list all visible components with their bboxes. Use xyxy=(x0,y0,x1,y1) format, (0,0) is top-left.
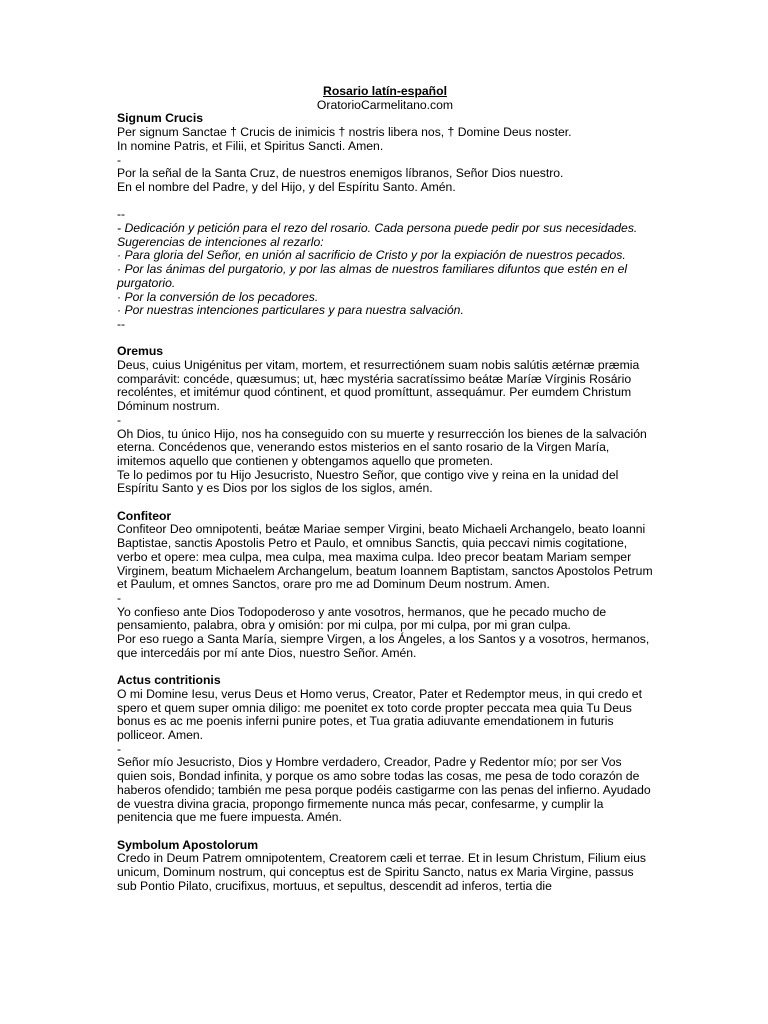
document-title: Rosario latín-español xyxy=(323,84,447,98)
dedication-item: · Por la conversión de los pecadores. xyxy=(117,289,319,304)
dedication-item: · Para gloria del Señor, en unión al sacrificio de Cristo y por la expiación de nuestros pecados. xyxy=(117,248,626,263)
signum-spanish-line-2: En el nombre del Padre, y del Hijo, y del Espíritu Santo. Amén. xyxy=(117,179,456,194)
symbolum-latin: Credo in Deum Patrem omnipotentem, Creatorem cæli et terrae. Et in Iesum Christum, Filium eius unicum, Dominum nostrum, qui conceptus est de Spiritu Sancto, natus ex Maria Virgine, passus sub Pontio Pilato, crucifixus, mortuus, et sepultus, descendit ad inferos, tertia die xyxy=(117,851,646,893)
dedication-intro: - Dedicación y petición para el rezo del rosario. Cada persona puede pedir por sus necesidades. xyxy=(117,221,638,236)
heading-oremus: Oremus xyxy=(117,344,164,359)
separator: - xyxy=(117,412,122,427)
oremus-spanish-1: Oh Dios, tu único Hijo, nos ha conseguido con su muerte y resurrección los bienes de la salvación eterna. Concédenos que, venerando estos misterios en el santo rosario de la Virgen María, imitemos aquello que contienen y obtengamos aquello que prometen. xyxy=(117,426,647,468)
heading-confiteor: Confiteor xyxy=(117,508,172,523)
actus-latin: O mi Domine Iesu, verus Deus et Homo verus, Creator, Pater et Redemptor meus, in qui credo et spero et quem super omnia diligo: me poenitet ex toto corde propter peccata mea quia Tu Deus bonus es ac me poenis inferni punire potes, et Tua gratia adiuvante emendationem in futuris polliceor. Amen. xyxy=(117,686,642,742)
heading-signum-crucis: Signum Crucis xyxy=(117,111,204,126)
separator: - xyxy=(117,590,122,605)
separator: -- xyxy=(117,207,126,222)
signum-spanish-line-1: Por la señal de la Santa Cruz, de nuestros enemigos líbranos, Señor Dios nuestro. xyxy=(117,166,564,181)
heading-symbolum-apostolorum: Symbolum Apostolorum xyxy=(117,837,259,852)
actus-spanish: Señor mío Jesucristo, Dios y Hombre verdadero, Creador, Padre y Redentor mío; por ser Vos quien sois, Bondad infinita, y porque os amo sobre todas las cosas, me pesa de todo corazón de haberos ofendido; también me pesa porque podéis castigarme con las penas del infierno. Ayudado de vuestra divina gracia, propongo firmemente nunca más pecar, confesarme, y cumplir la penitencia que me fuere impuesta. Amén. xyxy=(117,755,651,825)
separator: - xyxy=(117,741,122,756)
oremus-spanish-2: Te lo pedimos por tu Hijo Jesucristo, Nuestro Señor, que contigo vive y reina en la unidad del Espíritu Santo y es Dios por los siglos de los siglos, amén. xyxy=(117,467,619,496)
dedication-item: · Por nuestras intenciones particulares y para nuestra salvación. xyxy=(117,303,464,318)
separator: - xyxy=(117,152,122,167)
confiteor-spanish-1: Yo confieso ante Dios Todopoderoso y ante vosotros, hermanos, que he pecado mucho de pensamiento, palabra, obra y omisión: por mi culpa, por mi culpa, por mi gran culpa. xyxy=(117,604,607,633)
signum-latin-line-1: Per signum Sanctae † Crucis de inimicis † nostris libera nos, † Domine Deus noster. xyxy=(117,125,572,140)
oremus-latin: Deus, cuius Unigénitus per vitam, mortem, et resurrectiónem suam nobis salútis ætérnæ præmia comparávit: concéde, quæsumus; ut, hæc mystéria sacratíssimo beátæ Maríæ Vírginis Rosário recoléntes, et imitémur quod cóntinent, et quod promíttunt, assequámur. Per eumdem Christum Dóminum nostrum. xyxy=(117,358,640,414)
document-subtitle: OratorioCarmelitano.com xyxy=(316,97,454,112)
separator: -- xyxy=(117,316,126,331)
confiteor-latin: Confiteor Deo omnipotenti, beátæ Mariae semper Virgini, beato Michaeli Archangelo, beato Ioanni Baptistae, sanctis Apostolis Petro et Paulo, et omnibus Sanctis, quia peccavi nimis cogitatione, verbo et opere: mea culpa, mea culpa, mea maxima culpa. Ideo precor beatam Mariam semper Virginem, beatum Michaelem Archangelum, beatum Ioannem Baptistam, sanctos Apostolos Petrum et Paulum, et omnes Sanctos, orare pro me ad Dominum Deum nostrum. Amen. xyxy=(117,522,653,592)
dedication-suggestions: Sugerencias de intenciones al rezarlo: xyxy=(117,234,324,249)
document-page xyxy=(117,85,653,893)
confiteor-spanish-2: Por eso ruego a Santa María, siempre Virgen, a los Ángeles, a los Santos y a vosotros, hermanos, que intercedáis por mí ante Dios, nuestro Señor. Amén. xyxy=(117,632,650,660)
signum-latin-line-2: In nomine Patris, et Filii, et Spiritus Sancti. Amen. xyxy=(117,138,384,153)
dedication-item: · Por las ánimas del purgatorio, y por las almas de nuestros familiares difuntos que estén en el purgatorio. xyxy=(117,262,628,290)
heading-actus-contritionis: Actus contritionis xyxy=(117,673,221,688)
